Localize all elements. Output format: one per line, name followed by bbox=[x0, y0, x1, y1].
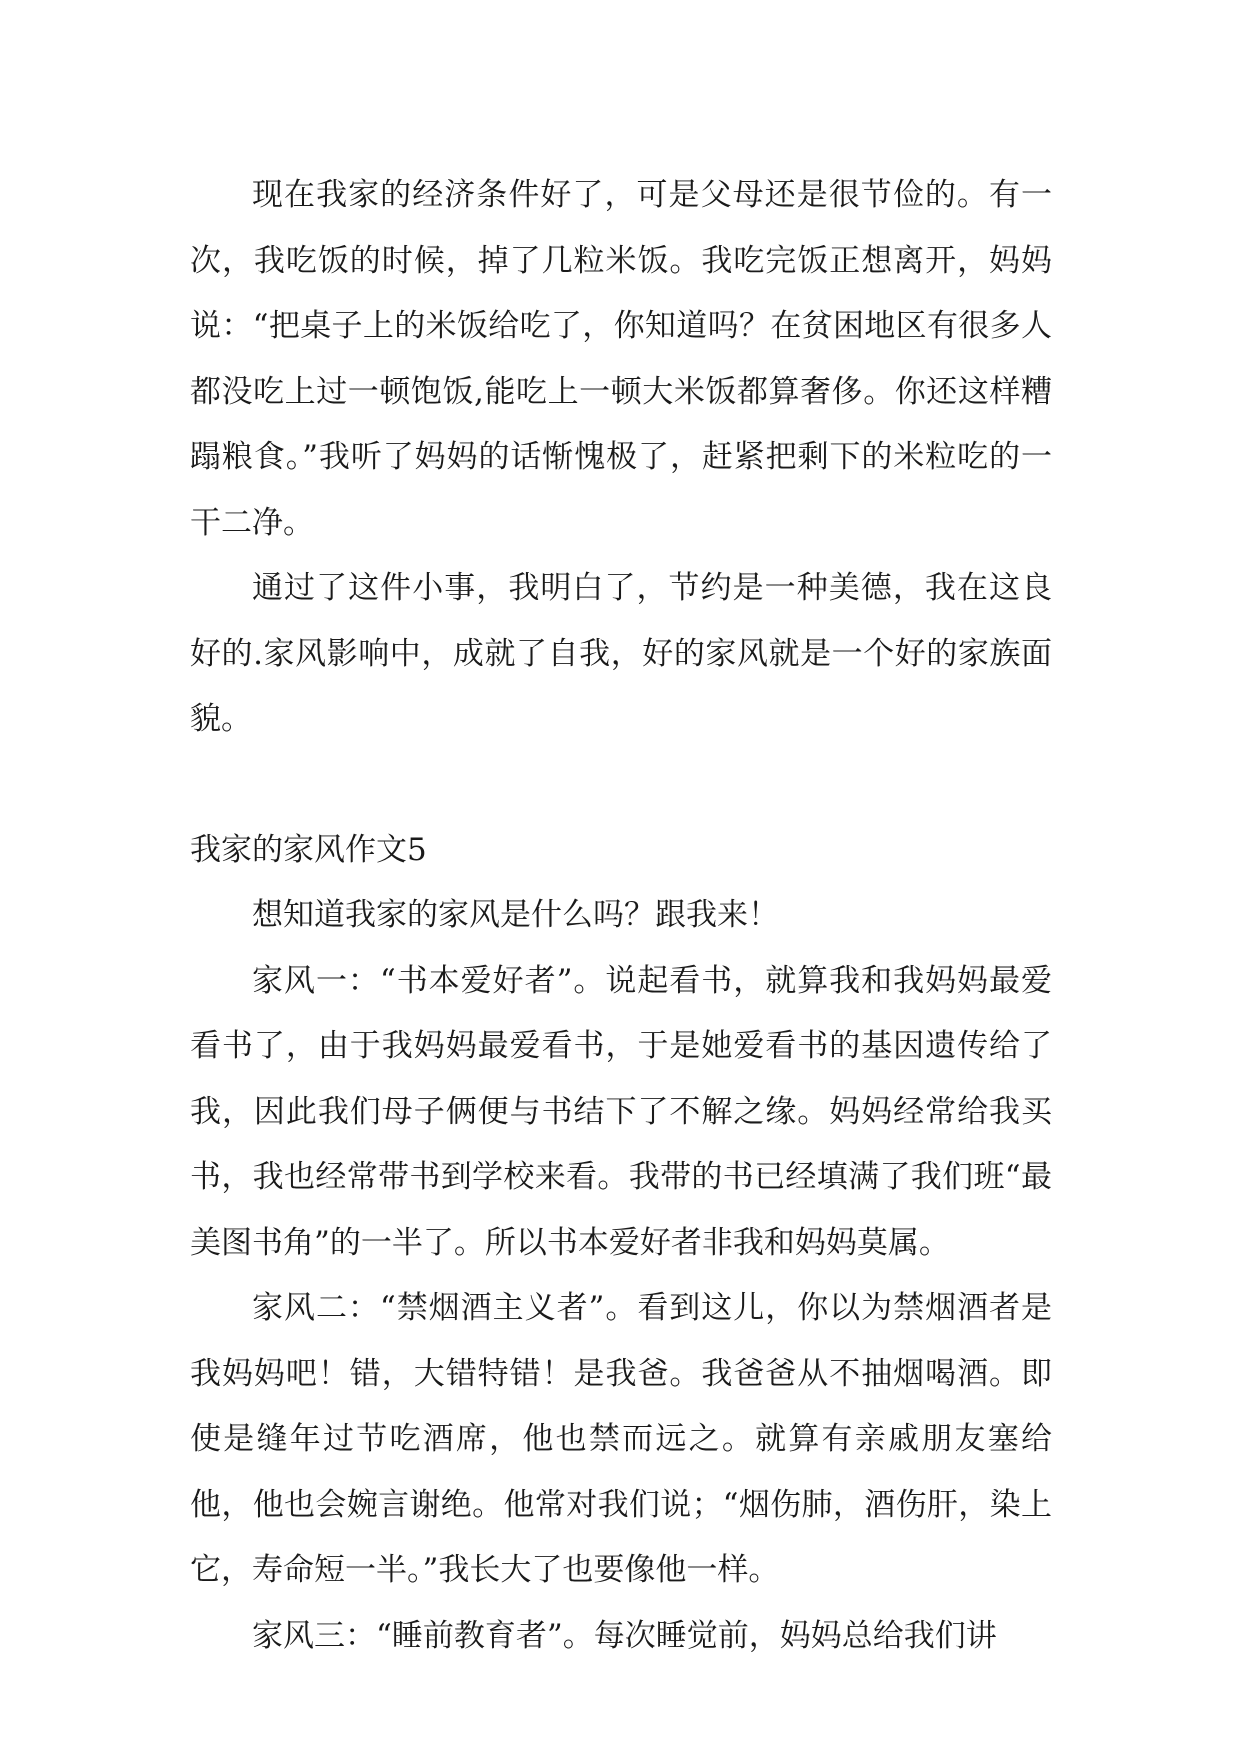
essay-heading: 我家的家风作文5 bbox=[190, 831, 427, 868]
paragraph-intro: 想知道我家的家风是什么吗？跟我来！ bbox=[252, 897, 779, 933]
paragraph-lesson: 通过了这件小事，我明白了，节约是一种美德，我在这良好的.家风影响中，成就了自我，好的家风就是一个好的家族面貌。 bbox=[190, 570, 1052, 737]
paragraph-family-rule-2: 家风二：“禁烟酒主义者”。看到这儿，你以为禁烟酒者是我妈妈吧！错，大错特错！是我爸。我爸爸从不抽烟喝酒。即使是缝年过节吃酒席，他也禁而远之。就算有亲戚朋友塞给他，他也会婉言谢绝。他常对我们说；“烟伤肺，酒伤肝，染上它，寿命短一半。”我长大了也要像他一样。 bbox=[190, 1290, 1052, 1588]
paragraph-frugality: 现在我家的经济条件好了，可是父母还是很节俭的。有一次，我吃饭的时候，掉了几粒米饭。我吃完饭正想离开，妈妈说：“把桌子上的米饭给吃了，你知道吗？在贫困地区有很多人都没吃上过一顿饱饭,能吃上一顿大米饭都算奢侈。你还这样糟蹋粮食。”我听了妈妈的话惭愧极了，赶紧把剩下的米粒吃的一干二净。 bbox=[190, 177, 1052, 541]
paragraph-family-rule-3: 家风三：“睡前教育者”。每次睡觉前，妈妈总给我们讲 bbox=[252, 1617, 997, 1654]
paragraph-family-rule-1: 家风一：“书本爱好者”。说起看书，就算我和我妈妈最爱看书了，由于我妈妈最爱看书，于是她爱看书的基因遗传给了我，因此我们母子俩便与书结下了不解之缘。妈妈经常给我买书，我也经常带书到学校来看。我带的书已经填满了我们班“最美图书角”的一半了。所以书本爱好者非我和妈妈莫属。 bbox=[190, 962, 1052, 1261]
document-body bbox=[190, 163, 1052, 1669]
